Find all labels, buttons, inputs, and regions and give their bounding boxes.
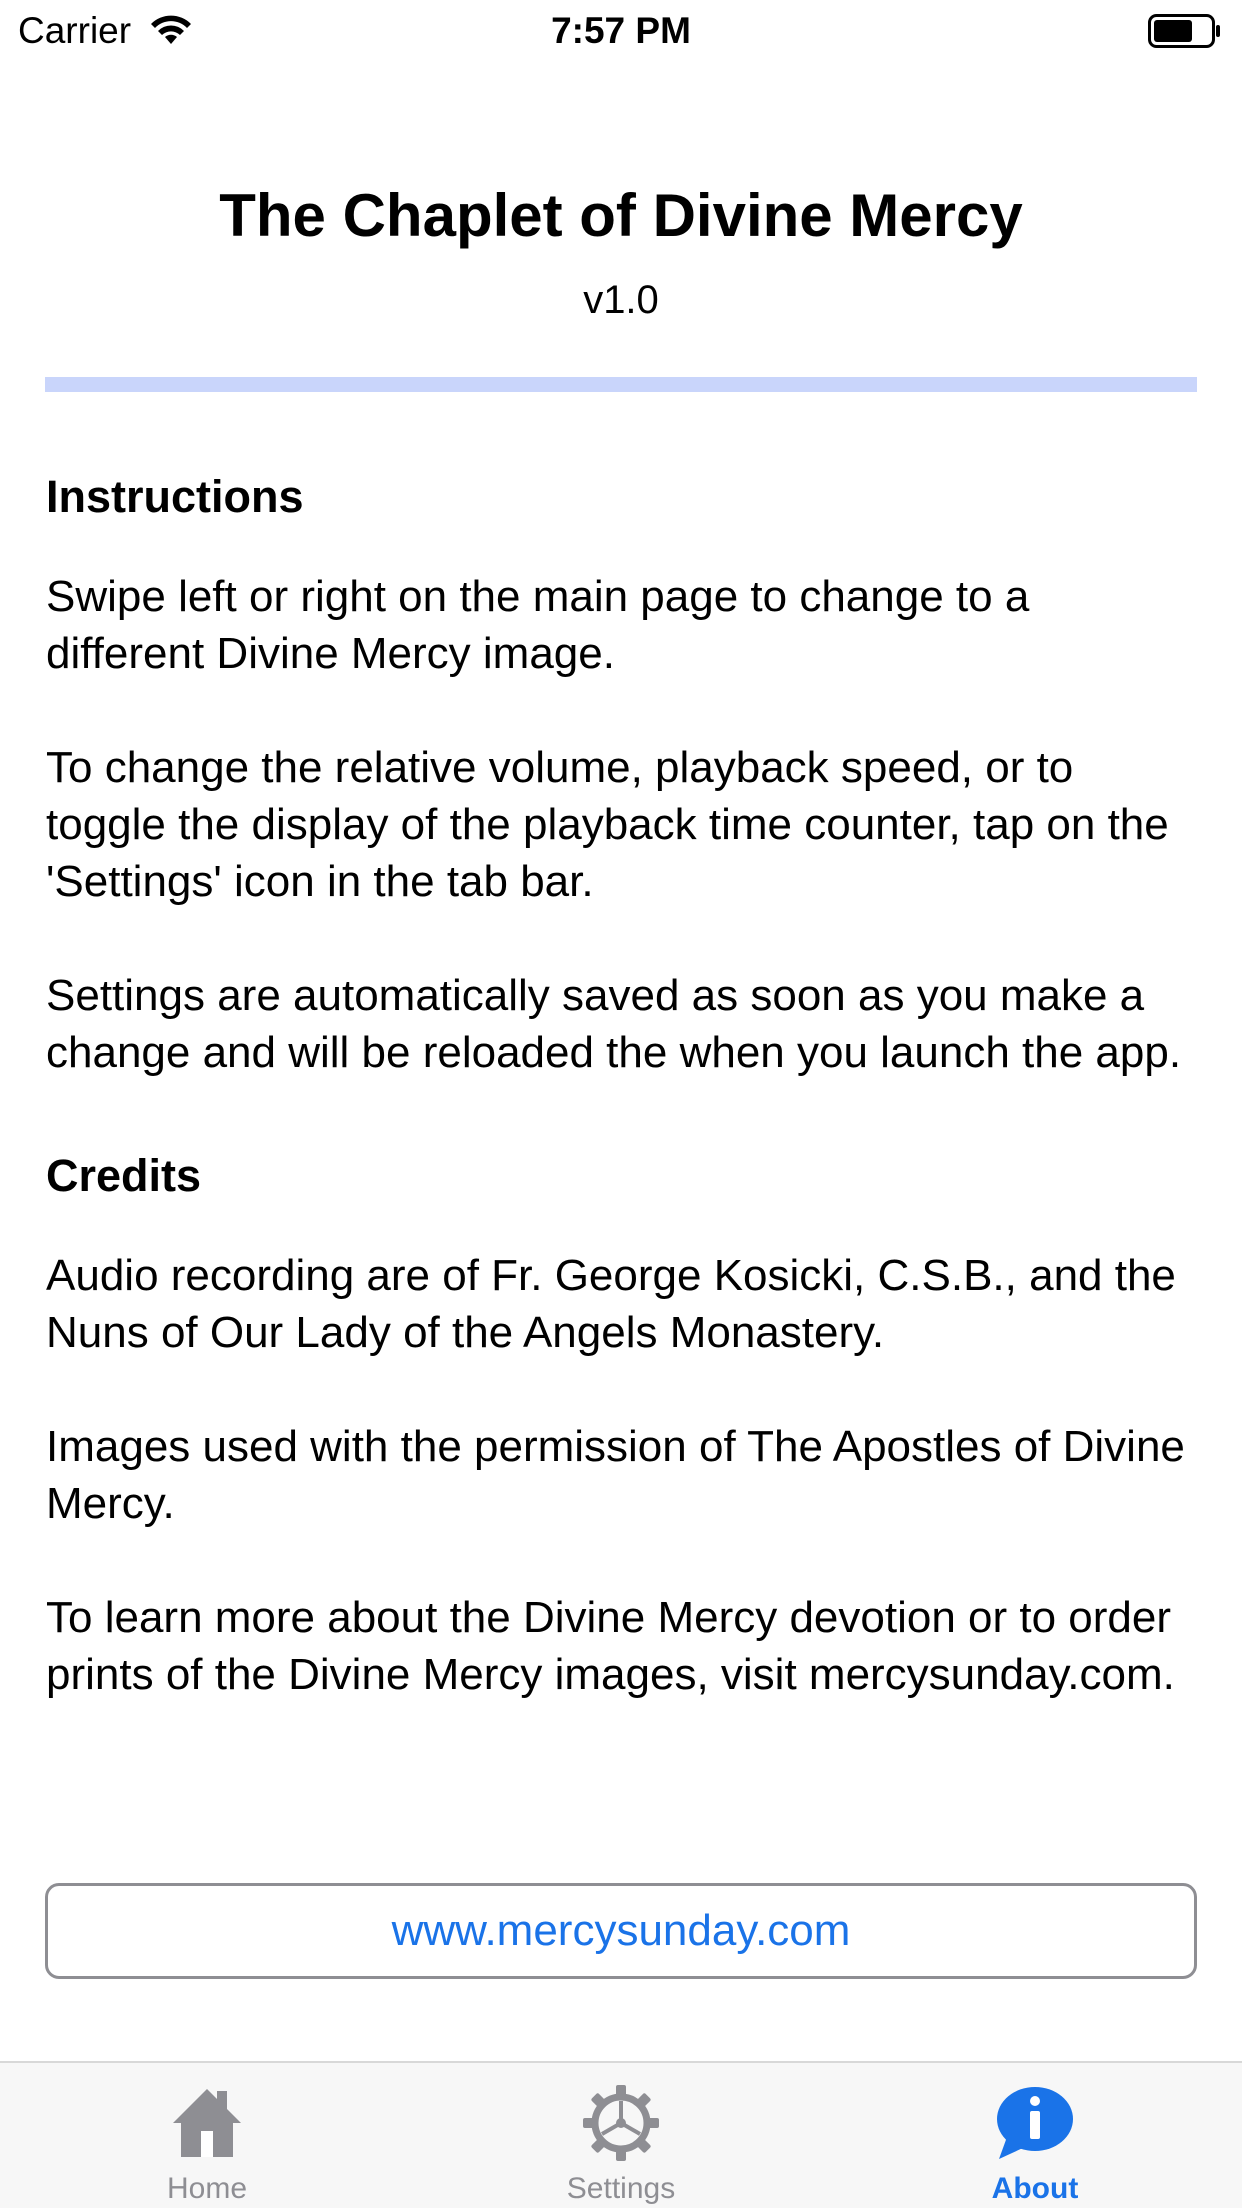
- tab-bar: [0, 2061, 1242, 2208]
- battery-icon: [1148, 14, 1222, 48]
- info-bubble-icon: [995, 2083, 1075, 2163]
- page-title: The Chaplet of Divine Mercy: [219, 182, 1023, 249]
- about-content: [46, 466, 1198, 1703]
- version-label: v1.0: [583, 278, 659, 322]
- gear-icon: [581, 2083, 661, 2163]
- instructions-paragraph: Swipe left or right on the main page to change to a different Divine Mercy image.: [46, 572, 1030, 678]
- tab-about-label: About: [991, 2172, 1079, 2205]
- credits-paragraph: Images used with the permission of The Apostles of Divine Mercy.: [46, 1422, 1185, 1528]
- tab-about[interactable]: [828, 2063, 1242, 2208]
- mercysunday-link-button[interactable]: www.mercysunday.com: [45, 1883, 1197, 1979]
- header-divider: [45, 377, 1197, 392]
- instructions-heading: Instructions: [46, 471, 304, 522]
- tab-settings[interactable]: [414, 2063, 828, 2208]
- carrier-label: Carrier: [18, 10, 132, 51]
- home-icon: [167, 2083, 247, 2163]
- status-time: 7:57 PM: [551, 10, 691, 51]
- status-bar: [0, 0, 1242, 60]
- tab-home[interactable]: [0, 2063, 414, 2208]
- credits-paragraph: To learn more about the Divine Mercy devotion or to order prints of the Divine Mercy images, visit mercysunday.com.: [46, 1593, 1175, 1699]
- instructions-paragraph: Settings are automatically saved as soon as you make a change and will be reloaded the when you launch the app.: [46, 971, 1182, 1077]
- tab-home-label: Home: [166, 2172, 248, 2205]
- tab-settings-label: Settings: [566, 2172, 676, 2205]
- credits-heading: Credits: [46, 1150, 202, 1201]
- instructions-paragraph: To change the relative volume, playback speed, or to toggle the display of the playback time counter, tap on the 'Settings' icon in the tab bar.: [46, 743, 1169, 906]
- credits-paragraph: Audio recording are of Fr. George Kosicki, C.S.B., and the Nuns of Our Lady of the Angels Monastery.: [46, 1251, 1176, 1357]
